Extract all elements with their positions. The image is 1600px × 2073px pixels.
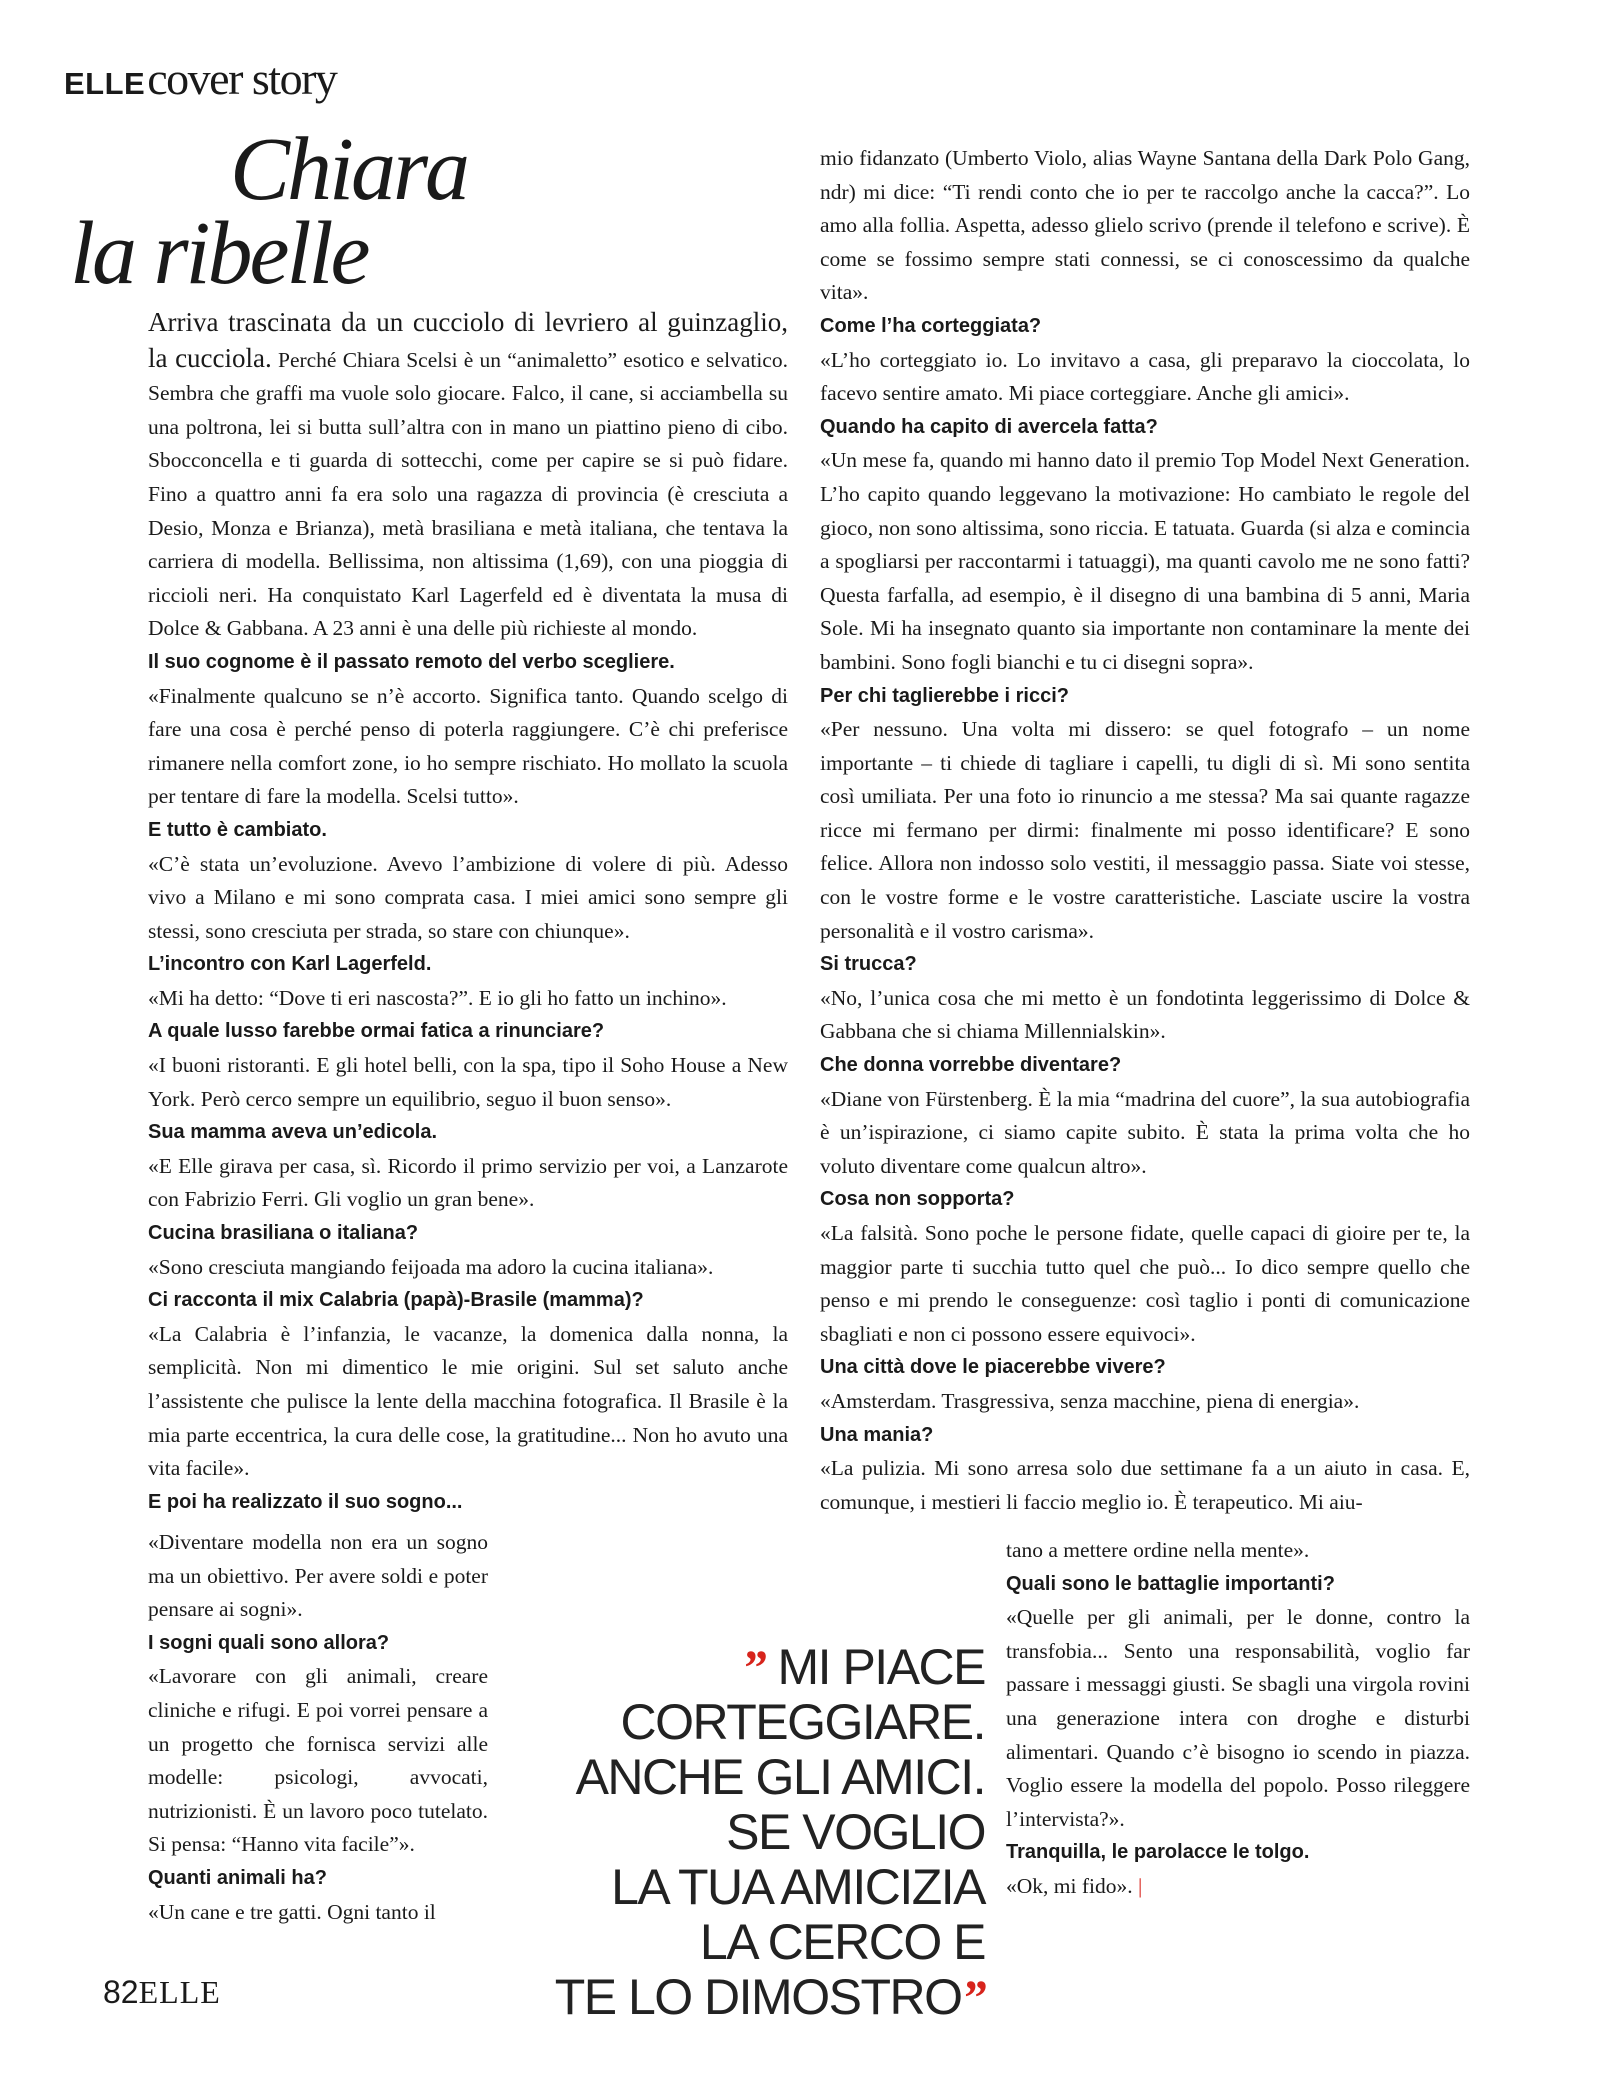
question: Che donna vorrebbe diventare? [820, 1054, 1122, 1077]
answer: «I buoni ristoranti. E gli hotel belli, con la spa, tipo il Soho House a New York. Però cerco sempre un equilibrio, seguo il buon senso». [148, 1053, 788, 1111]
answer: «Un mese fa, quando mi hanno dato il premio Top Model Next Generation. L’ho capito quando leggevano la motivazione: Ho cambiato le regole del gioco, non sono altissima, sono riccia. E tatuata. Guarda (si alza e comincia a spogliarsi per raccontarmi i tatuaggi), ma quanti cavolo me ne sono fatti? Questa farfalla, ad esempio, è il disegno di una bambina di 5 anni, Maria Sole. Mi ha insegnato quanto sia importante non contaminare la mente dei bambini. Sono fogli bianchi e tu ci disegni sopra». [820, 448, 1470, 674]
answer [1006, 1870, 1470, 1904]
question: E poi ha realizzato il suo sogno... [148, 1490, 463, 1513]
answer: «Lavorare con gli animali, creare cliniche e rifugi. E poi vorrei pensare a un progetto che fornisca servizi alle modelle: psicologi, avvocati, nutrizionisti. È un lavoro poco tutelato. Si pensa: “Hanno vita facile”». [148, 1664, 488, 1857]
lead-strong: Arriva trascinata da un cucciolo di levriero al guinzaglio, la cucciola. [148, 307, 788, 373]
question: Una città dove le piacerebbe vivere? [820, 1356, 1166, 1379]
question: Cosa non sopporta? [820, 1188, 1015, 1211]
open-quote-mark: ” [741, 1639, 766, 1695]
answer: «La pulizia. Mi sono arresa solo due settimane fa a un aiuto in casa. E, comunque, i mestieri li faccio meglio io. È terapeutico. Mi aiu- [820, 1456, 1470, 1514]
answer: «Un cane e tre gatti. Ogni tanto il [148, 1899, 436, 1924]
question: Si trucca? [820, 953, 917, 976]
answer: «Mi ha detto: “Dove ti eri nascosta?”. E io gli ho fatto un inchino». [148, 985, 727, 1010]
answer: «E Elle girava per casa, sì. Ricordo il primo servizio per voi, a Lanzarote con Fabrizio Ferri. Gli voglio un gran bene». [148, 1153, 788, 1212]
col1-flow [148, 646, 788, 1519]
end-mark: | [1137, 1873, 1143, 1898]
title-line: la ribelle [70, 204, 368, 303]
brand-logo: ELLE [64, 66, 146, 101]
close-quote-mark: ” [961, 1969, 985, 2025]
question: Tranquilla, le parolacce le tolgo. [1006, 1841, 1310, 1864]
title-line: Chiara [230, 120, 468, 219]
question: Quanti animali ha? [148, 1866, 327, 1889]
pull-quote-line: ” MI PIACE [741, 1639, 985, 1695]
question: I sogni quali sono allora? [148, 1631, 390, 1654]
question: Una mania? [820, 1423, 934, 1446]
pull-quote-line: LA TUA AMICIZIA [611, 1859, 985, 1915]
final-answer-text: «Ok, mi fido». [1006, 1873, 1138, 1898]
answer: «Diane von Fürstenberg. È la mia “madrina del cuore”, la sua autobiografia è un’ispirazione, ci siamo capite subito. È stata la prima volta che ho voluto diventare come qualcun altro». [820, 1086, 1470, 1178]
pull-quote-line: CORTEGGIARE. [620, 1694, 985, 1750]
section-header [64, 52, 336, 105]
answer: «C’è stata un’evoluzione. Avevo l’ambizione di volere di più. Adesso vivo a Milano e mi sono comprata casa. I miei amici sono sempre gli stessi, sono cresciuta per strada, so stare con chiunque». [148, 851, 788, 943]
answer: «Diventare modella non era un sogno ma un obiettivo. Per avere soldi e poter pensare ai sogni». [148, 1530, 488, 1622]
question: A quale lusso farebbe ormai fatica a rinunciare? [148, 1020, 605, 1043]
answer: «La Calabria è l’infanzia, le vacanze, la domenica dalla nonna, la semplicità. Non mi dimentico le mie origini. Sul set saluto anche l’assistente che pulisce la lente della macchina fotografica. Il Brasile è la mia parte eccentrica, la cura delle cose, la gratitudine... Non ho avuto una vita facile». [148, 1321, 788, 1481]
column-bottom-right [1006, 1534, 1470, 1904]
answer: mio fidanzato (Umberto Violo, alias Wayne Santana della Dark Polo Gang, ndr) mi dice: “Ti rendi conto che io per te raccolgo anche la cacca?”. Lo amo alla follia. Aspetta, adesso glielo scrivo (prende il telefono e scrive). È come se fossimo sempre stati connessi, se ci conoscessimo da qualche vita». [820, 146, 1470, 305]
question: Sua mamma aveva un’edicola. [148, 1121, 438, 1144]
pull-quote-line: SE VOGLIO [726, 1804, 985, 1860]
column-bottom-left [148, 1526, 488, 1929]
question: Cucina brasiliana o italiana? [148, 1222, 419, 1245]
article-title [70, 120, 468, 303]
footer-brand-logo: ELLE [138, 1974, 221, 2010]
answer: «Per nessuno. Una volta mi dissero: se quel fotografo – un nome importante – ti chiede di tagliare i capelli, tu digli di sì. Mi sono sentita così umiliata. Per una foto io rinuncio a me stessa? Ma sai quante ragazze ricce mi fermano per dirmi: finalmente mi posso identificare? E sono felice. Allora non indosso solo vestiti, il messaggio passa. Siate voi stesse, con le vostre forme e le vostre caratteristiche. Lasciate uscire la vostra personalità e il vostro carisma». [820, 717, 1470, 943]
page-number: 82 [103, 1974, 139, 2010]
lead-paragraph [148, 306, 788, 646]
answer: «La falsità. Sono poche le persone fidate, quelle capaci di gioire per te, la maggior parte ti succhia tutto quel che può... Io dico sempre quello che penso e mi prendo le conseguenze: così taglio i ponti di comunicazione sbagliati e non ci possono essere equivoci». [820, 1221, 1470, 1346]
answer: tano a mettere ordine nella mente». [1006, 1538, 1310, 1562]
question: Per chi taglierebbe i ricci? [820, 684, 1069, 707]
page-footer [103, 1974, 221, 2011]
answer: «Finalmente qualcuno se n’è accorto. Significa tanto. Quando scelgo di fare una cosa è perché penso di poterla raggiungere. C’è chi preferisce rimanere nella comfort zone, io ho sempre rischiato. Ho mollato la scuola per tentare di fare la modella. Scelsi tutto». [148, 683, 788, 809]
question: Come l’ha corteggiata? [820, 314, 1042, 337]
question: Quali sono le battaglie importanti? [1006, 1572, 1335, 1595]
answer: «Quelle per gli animali, per le donne, contro la transfobia... Sento una responsabilità, voglio far passare i messaggi giusti. Se sbagli una virgola rovini una generazione intera con droghe e disturbi alimentari. Quando c’è bisogno io scendo in piazza. Voglio essere la modella del popolo. Posso rileggere l’intervista?». [1006, 1605, 1470, 1831]
answer: «L’ho corteggiato io. Lo invitavo a casa, gli preparavo la cioccolata, lo facevo sentire amato. Mi piace corteggiare. Anche gli amici». [820, 347, 1470, 406]
question: E tutto è cambiato. [148, 818, 327, 841]
question: Il suo cognome è il passato remoto del verbo scegliere. [148, 650, 675, 673]
answer: «No, l’unica cosa che mi metto è un fondotinta leggerissimo di Dolce & Gabbana che si chiama Millennialskin». [820, 985, 1470, 1044]
pull-quote-line: TE LO DIMOSTRO” [554, 1969, 985, 2025]
section-label: cover story [147, 53, 337, 104]
column-left [148, 306, 788, 1519]
lead-text: Perché Chiara Scelsi è un “animaletto” esotico e selvatico. Sembra che graffi ma vuole solo giocare. Falco, il cane, si acciambella su una poltrona, lei si butta sull’altra con in mano un piattino pieno di cibo. Sbocconcella e ti guarda di sottecchi, come per capire se si può fidare. Fino a quattro anni fa era solo una ragazza di provincia (è cresciuta a Desio, Monza e Brianza), metà brasiliana e metà italiana, che tentava la carriera di modella. Bellissima, non altissima (1,69), con una pioggia di riccioli neri. Ha conquistato Karl Lagerfeld ed è diventata la musa di Dolce & Gabbana. A 23 anni è una delle più richieste al mondo. [148, 347, 788, 641]
answer: «Sono cresciuta mangiando feijoada ma adoro la cucina italiana». [148, 1254, 714, 1279]
answer: «Amsterdam. Trasgressiva, senza macchine, piena di energia». [820, 1388, 1360, 1413]
question: Ci racconta il mix Calabria (papà)-Brasile (mamma)? [148, 1289, 644, 1312]
pull-quote-line: ANCHE GLI AMICI. [575, 1749, 985, 1805]
pull-quote-line: LA CERCO E [699, 1914, 985, 1970]
question: L’incontro con Karl Lagerfeld. [148, 953, 432, 976]
column-right [820, 142, 1470, 1519]
question: Quando ha capito di avercela fatta? [820, 415, 1158, 438]
pull-quote [540, 1640, 985, 2025]
